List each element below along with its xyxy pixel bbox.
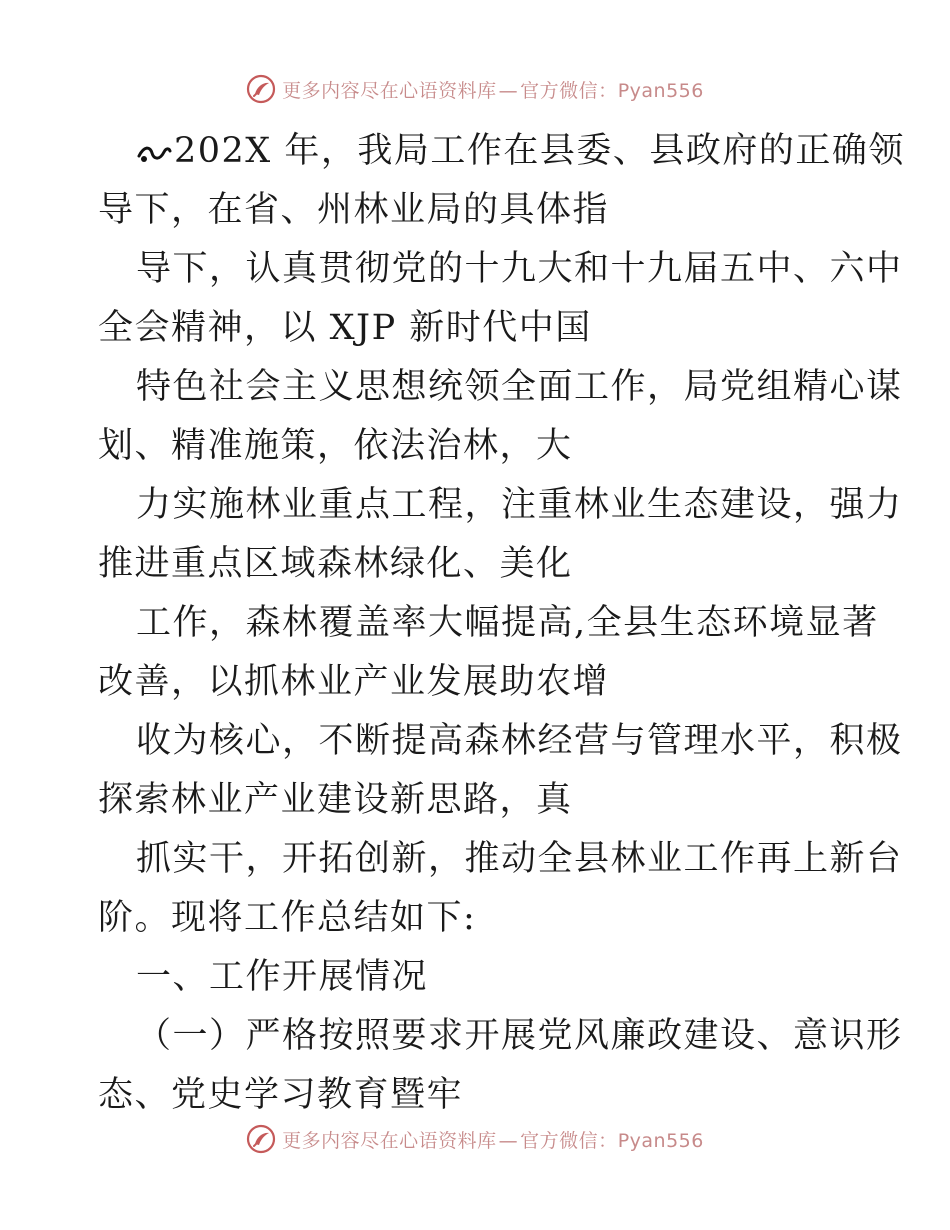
text-line: 收为核心，不断提高森林经营与管理水平，积极: [136, 721, 903, 761]
watermark-logo-icon: [246, 74, 276, 104]
text-line: 阶。现将工作总结如下:: [98, 898, 477, 938]
watermark-separator: —: [498, 79, 519, 102]
watermark-separator: —: [498, 1129, 519, 1152]
text-line: 态、党史学习教育暨牢: [98, 1075, 464, 1115]
watermark-wechat-id: Pyan556: [617, 79, 704, 102]
text-line: 特色社会主义思想统领全面工作，局党组精心谋: [136, 367, 903, 407]
section-heading: 一、工作开展情况: [136, 957, 429, 997]
watermark-wechat-id: Pyan556: [617, 1129, 704, 1152]
header-watermark: [0, 74, 950, 104]
text-line: 工作，森林覆盖率大幅提高,全县生态环境显著: [136, 603, 879, 643]
text-line: 推进重点区域森林绿化、美化: [98, 544, 573, 584]
watermark-logo-icon: [246, 1124, 276, 1154]
text-line: 力实施林业重点工程，注重林业生态建设，强力: [136, 485, 903, 525]
text-line: 导下，认真贯彻党的十九大和十九届五中、六中: [136, 249, 903, 289]
watermark-wechat-label: 官方微信：: [520, 1129, 618, 1152]
document-body: [98, 122, 905, 1125]
text-line: 改善，以抓林业产业发展助农增: [98, 662, 610, 702]
text-line: 202X 年，我局工作在县委、县政府的正确领: [98, 122, 858, 181]
footer-watermark: [0, 1124, 950, 1154]
subsection-heading: （一）严格按照要求开展党风廉政建设、意识形: [136, 1016, 903, 1056]
text-line: 划、精准施策，依法治林，大: [98, 426, 573, 466]
text-line: 抓实干，开拓创新，推动全县林业工作再上新台: [136, 839, 903, 879]
watermark-text: 更多内容尽在心语资料库: [282, 79, 497, 102]
text-line: 探索林业产业建设新思路，真: [98, 780, 573, 820]
paragraph-ornament-icon: [136, 140, 172, 166]
watermark-text: 更多内容尽在心语资料库: [282, 1129, 497, 1152]
watermark-wechat-label: 官方微信：: [520, 79, 618, 102]
text-line: 全会精神，以 XJP 新时代中国: [98, 308, 592, 348]
text-line: 导下，在省、州林业局的具体指: [98, 190, 610, 230]
